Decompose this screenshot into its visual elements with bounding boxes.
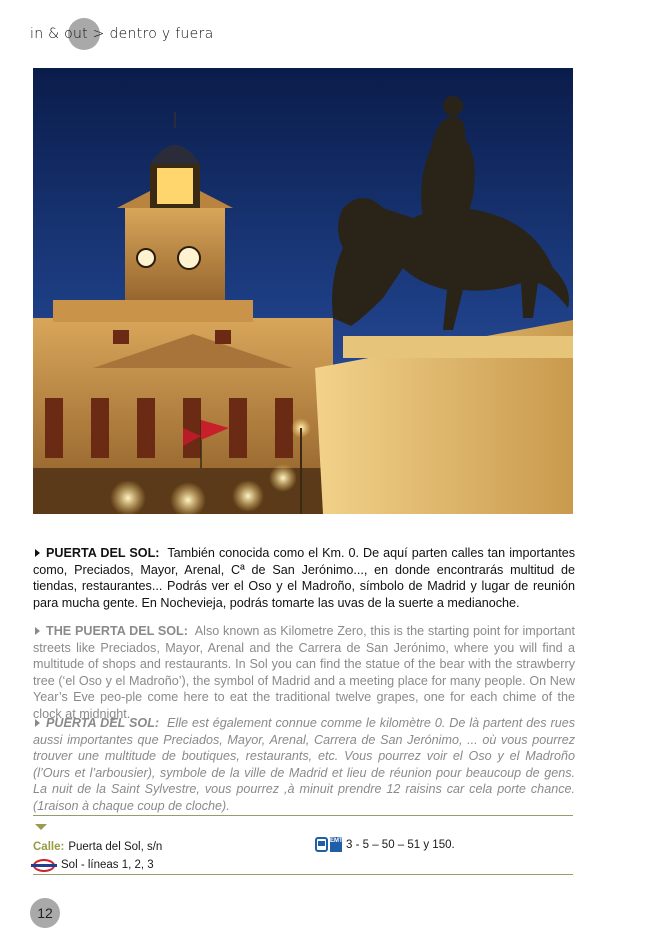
paragraph-body: Also known as Kilometre Zero, this is the starting point for important streets like Preciados, Mayor, Arenal and the Carrera de San Jerónimo, where you will find a multitude of shops and restaurants. In Sol you can find the statue of the bear with the strawberry tree (‘el Oso y el Madroño’), the symbol of Madrid and a meeting place for many people. On New Year’s Eve peo-ple come here to eat the traditional twelve grapes, one for each chime of the clock at midnight. (33, 624, 575, 721)
metro-row (33, 857, 162, 873)
street-row (33, 839, 162, 855)
page-number: 12 (30, 898, 60, 928)
puerta-del-sol-photo (33, 68, 573, 514)
street-value: Puerta del Sol, s/n (68, 841, 163, 853)
bus-info (315, 837, 455, 852)
metro-icon (33, 859, 55, 872)
bus-lines: 3 - 5 – 50 – 51 y 150. (346, 838, 455, 851)
bullet-triangle-icon (35, 719, 40, 727)
paragraph-english (33, 623, 575, 722)
paragraph-spanish (33, 545, 575, 611)
paragraph-body: También conocida como el Km. 0. De aquí parten calles tan importantes como, Preciados, Mayor, Arenal, Cª de San Jerónimo..., en donde encontrarás multitud de tiendas, restaurantes... Podrás ver el Oso y el Madroño, símbolo de Madrid y lugar de reunión para mucha gente. En Nochevieja, podrás tomarte las uvas de la suerte a medianoche. (33, 546, 575, 610)
section-header (30, 18, 230, 50)
paragraph-lead: PUERTA DEL SOL: (46, 546, 160, 560)
street-label: Calle: (33, 841, 65, 853)
bus-icon (315, 837, 328, 852)
triangle-down-icon (35, 824, 47, 830)
divider-top (33, 815, 573, 816)
address-info (33, 839, 162, 873)
emt-icon: EMT (330, 837, 342, 852)
paragraph-lead: PUERTA DEL SOL: (46, 716, 160, 730)
paragraph-body: Elle est également connue comme le kilomètre 0. De là partent des rues aussi importantes que Preciados, Mayor, Arenal, Carrera de San Jerónimo, ... où vous pourrez trouver une multitude de boutiques, restaurants, etc. Vous pourrez voir el Oso y el Madroño (l’Ours et l’arbousier), symbole de la ville de Madrid et lieu de réunion pour beaucoup de gens. La nuit de la Saint Sylvestre, vous pourrez ,à minuit prendre 12 raisins car cela porte chance.(1raison à chaque coup de cloche). (33, 716, 576, 813)
divider-bottom (33, 874, 573, 875)
bullet-triangle-icon (35, 627, 40, 635)
section-title: in & out > dentro y fuera (30, 26, 214, 42)
paragraph-french (33, 715, 575, 814)
paragraph-lead: THE PUERTA DEL SOL: (46, 624, 188, 638)
bullet-triangle-icon (35, 549, 40, 557)
metro-lines: Sol - líneas 1, 2, 3 (61, 859, 154, 871)
